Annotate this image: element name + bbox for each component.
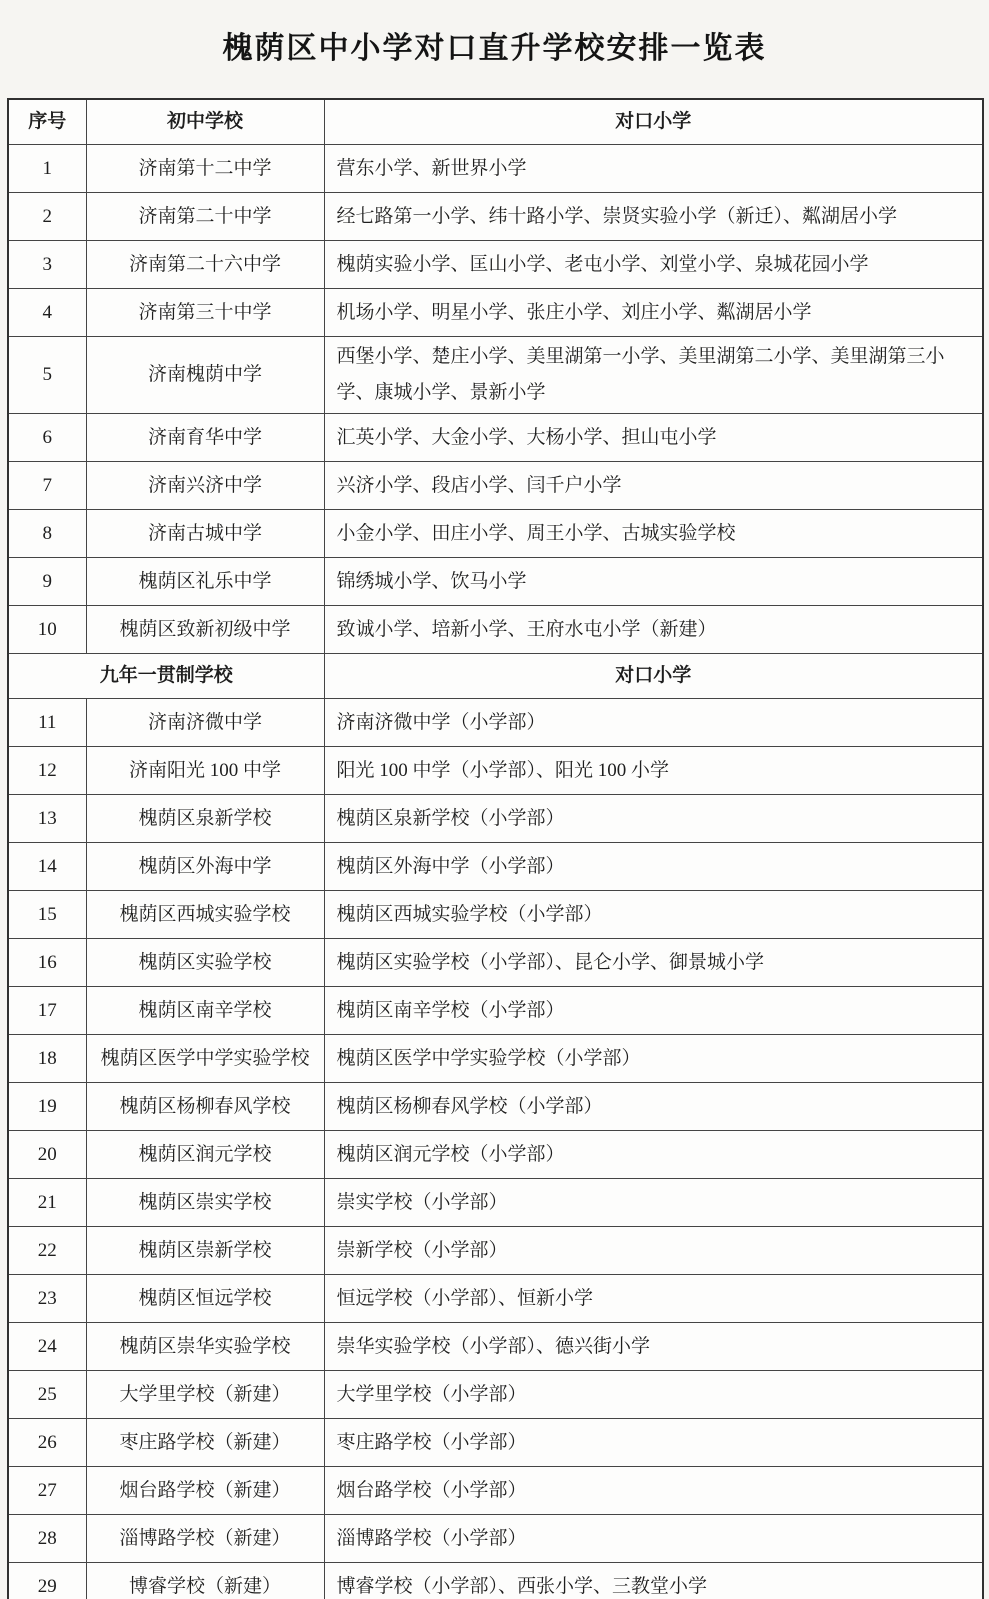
table-row xyxy=(8,558,983,606)
nine-year-school-section xyxy=(8,699,983,1599)
row-index-cell: 28 xyxy=(8,1515,86,1563)
row-index-cell: 12 xyxy=(8,747,86,795)
primary-schools-cell: 槐荫区外海中学（小学部） xyxy=(324,843,983,891)
middle-school-cell: 济南育华中学 xyxy=(86,414,324,462)
middle-school-cell: 淄博路学校（新建） xyxy=(86,1515,324,1563)
table-row xyxy=(8,699,983,747)
primary-schools-cell: 济南济微中学（小学部） xyxy=(324,699,983,747)
row-index-cell: 7 xyxy=(8,462,86,510)
primary-schools-cell: 崇实学校（小学部） xyxy=(324,1179,983,1227)
middle-school-cell: 槐荫区崇华实验学校 xyxy=(86,1323,324,1371)
header-primary-schools: 对口小学 xyxy=(324,99,983,145)
middle-school-cell: 槐荫区崇新学校 xyxy=(86,1227,324,1275)
row-index-cell: 5 xyxy=(8,337,86,414)
middle-school-cell: 槐荫区医学中学实验学校 xyxy=(86,1035,324,1083)
middle-school-cell: 大学里学校（新建） xyxy=(86,1371,324,1419)
middle-school-cell: 济南阳光 100 中学 xyxy=(86,747,324,795)
middle-school-cell: 槐荫区致新初级中学 xyxy=(86,606,324,654)
row-index-cell: 16 xyxy=(8,939,86,987)
row-index-cell: 9 xyxy=(8,558,86,606)
row-index-cell: 1 xyxy=(8,145,86,193)
row-index-cell: 23 xyxy=(8,1275,86,1323)
primary-schools-cell: 汇英小学、大金小学、大杨小学、担山屯小学 xyxy=(324,414,983,462)
row-index-cell: 21 xyxy=(8,1179,86,1227)
row-index-cell: 15 xyxy=(8,891,86,939)
header-middle-school: 初中学校 xyxy=(86,99,324,145)
row-index-cell: 6 xyxy=(8,414,86,462)
middle-school-section xyxy=(8,145,983,654)
table-header-row xyxy=(8,99,983,145)
table-row xyxy=(8,462,983,510)
primary-schools-cell: 兴济小学、段店小学、闫千户小学 xyxy=(324,462,983,510)
table-row xyxy=(8,193,983,241)
primary-schools-cell: 营东小学、新世界小学 xyxy=(324,145,983,193)
row-index-cell: 17 xyxy=(8,987,86,1035)
middle-school-cell: 槐荫区外海中学 xyxy=(86,843,324,891)
middle-school-cell: 济南第十二中学 xyxy=(86,145,324,193)
primary-schools-cell: 淄博路学校（小学部） xyxy=(324,1515,983,1563)
row-index-cell: 13 xyxy=(8,795,86,843)
row-index-cell: 22 xyxy=(8,1227,86,1275)
middle-school-cell: 槐荫区泉新学校 xyxy=(86,795,324,843)
table-row xyxy=(8,1371,983,1419)
primary-schools-cell: 阳光 100 中学（小学部）、阳光 100 小学 xyxy=(324,747,983,795)
table-row xyxy=(8,1467,983,1515)
row-index-cell: 24 xyxy=(8,1323,86,1371)
primary-schools-cell: 槐荫区泉新学校（小学部） xyxy=(324,795,983,843)
row-index-cell: 20 xyxy=(8,1131,86,1179)
primary-schools-cell: 槐荫区实验学校（小学部）、昆仑小学、御景城小学 xyxy=(324,939,983,987)
table-row xyxy=(8,1083,983,1131)
header-index: 序号 xyxy=(8,99,86,145)
table-row xyxy=(8,510,983,558)
middle-school-cell: 济南第二十六中学 xyxy=(86,241,324,289)
table-row xyxy=(8,1323,983,1371)
primary-schools-cell: 西堡小学、楚庄小学、美里湖第一小学、美里湖第二小学、美里湖第三小学、康城小学、景新小学 xyxy=(324,337,983,414)
primary-schools-cell: 锦绣城小学、饮马小学 xyxy=(324,558,983,606)
primary-schools-cell: 博睿学校（小学部）、西张小学、三教堂小学 xyxy=(324,1563,983,1599)
middle-school-cell: 槐荫区南辛学校 xyxy=(86,987,324,1035)
table-row xyxy=(8,606,983,654)
primary-schools-cell: 崇新学校（小学部） xyxy=(324,1227,983,1275)
table-row xyxy=(8,891,983,939)
primary-schools-cell: 致诚小学、培新小学、王府水屯小学（新建） xyxy=(324,606,983,654)
table-row xyxy=(8,1227,983,1275)
table-row xyxy=(8,289,983,337)
middle-school-cell: 槐荫区恒远学校 xyxy=(86,1275,324,1323)
middle-school-cell: 博睿学校（新建） xyxy=(86,1563,324,1599)
middle-school-cell: 济南济微中学 xyxy=(86,699,324,747)
row-index-cell: 2 xyxy=(8,193,86,241)
middle-school-cell: 烟台路学校（新建） xyxy=(86,1467,324,1515)
row-index-cell: 11 xyxy=(8,699,86,747)
primary-schools-cell: 大学里学校（小学部） xyxy=(324,1371,983,1419)
primary-schools-cell: 槐荫区南辛学校（小学部） xyxy=(324,987,983,1035)
table-row xyxy=(8,747,983,795)
middle-school-cell: 槐荫区崇实学校 xyxy=(86,1179,324,1227)
middle-school-cell: 槐荫区润元学校 xyxy=(86,1131,324,1179)
row-index-cell: 3 xyxy=(8,241,86,289)
middle-school-cell: 槐荫区实验学校 xyxy=(86,939,324,987)
table-row xyxy=(8,1563,983,1599)
promotion-table xyxy=(7,98,984,1599)
table-row xyxy=(8,1275,983,1323)
section-header-primary-schools: 对口小学 xyxy=(324,654,983,699)
row-index-cell: 10 xyxy=(8,606,86,654)
middle-school-cell: 槐荫区西城实验学校 xyxy=(86,891,324,939)
row-index-cell: 19 xyxy=(8,1083,86,1131)
table-row xyxy=(8,337,983,414)
table-row xyxy=(8,1131,983,1179)
primary-schools-cell: 烟台路学校（小学部） xyxy=(324,1467,983,1515)
table-row xyxy=(8,241,983,289)
middle-school-cell: 济南第二十中学 xyxy=(86,193,324,241)
primary-schools-cell: 机场小学、明星小学、张庄小学、刘庄小学、粼湖居小学 xyxy=(324,289,983,337)
middle-school-cell: 济南古城中学 xyxy=(86,510,324,558)
middle-school-cell: 济南兴济中学 xyxy=(86,462,324,510)
table-row xyxy=(8,145,983,193)
section-header-row xyxy=(8,654,983,699)
middle-school-cell: 槐荫区杨柳春风学校 xyxy=(86,1083,324,1131)
row-index-cell: 27 xyxy=(8,1467,86,1515)
row-index-cell: 18 xyxy=(8,1035,86,1083)
middle-school-cell: 枣庄路学校（新建） xyxy=(86,1419,324,1467)
primary-schools-cell: 恒远学校（小学部）、恒新小学 xyxy=(324,1275,983,1323)
table-row xyxy=(8,1419,983,1467)
row-index-cell: 25 xyxy=(8,1371,86,1419)
table-row xyxy=(8,1515,983,1563)
table-row xyxy=(8,1035,983,1083)
table-row xyxy=(8,843,983,891)
table-row xyxy=(8,987,983,1035)
primary-schools-cell: 槐荫区医学中学实验学校（小学部） xyxy=(324,1035,983,1083)
primary-schools-cell: 槐荫区杨柳春风学校（小学部） xyxy=(324,1083,983,1131)
primary-schools-cell: 崇华实验学校（小学部）、德兴街小学 xyxy=(324,1323,983,1371)
row-index-cell: 26 xyxy=(8,1419,86,1467)
middle-school-cell: 济南槐荫中学 xyxy=(86,337,324,414)
table-row xyxy=(8,1179,983,1227)
section-header-nine-year-schools: 九年一贯制学校 xyxy=(8,654,324,699)
primary-schools-cell: 小金小学、田庄小学、周王小学、古城实验学校 xyxy=(324,510,983,558)
row-index-cell: 8 xyxy=(8,510,86,558)
page-title: 槐荫区中小学对口直升学校安排一览表 xyxy=(222,32,767,65)
row-index-cell: 14 xyxy=(8,843,86,891)
table-row xyxy=(8,939,983,987)
row-index-cell: 4 xyxy=(8,289,86,337)
primary-schools-cell: 经七路第一小学、纬十路小学、崇贤实验小学（新迁）、粼湖居小学 xyxy=(324,193,983,241)
middle-school-cell: 济南第三十中学 xyxy=(86,289,324,337)
table-row xyxy=(8,795,983,843)
primary-schools-cell: 枣庄路学校（小学部） xyxy=(324,1419,983,1467)
primary-schools-cell: 槐荫区西城实验学校（小学部） xyxy=(324,891,983,939)
middle-school-cell: 槐荫区礼乐中学 xyxy=(86,558,324,606)
primary-schools-cell: 槐荫实验小学、匡山小学、老屯小学、刘堂小学、泉城花园小学 xyxy=(324,241,983,289)
row-index-cell: 29 xyxy=(8,1563,86,1599)
primary-schools-cell: 槐荫区润元学校（小学部） xyxy=(324,1131,983,1179)
table-row xyxy=(8,414,983,462)
